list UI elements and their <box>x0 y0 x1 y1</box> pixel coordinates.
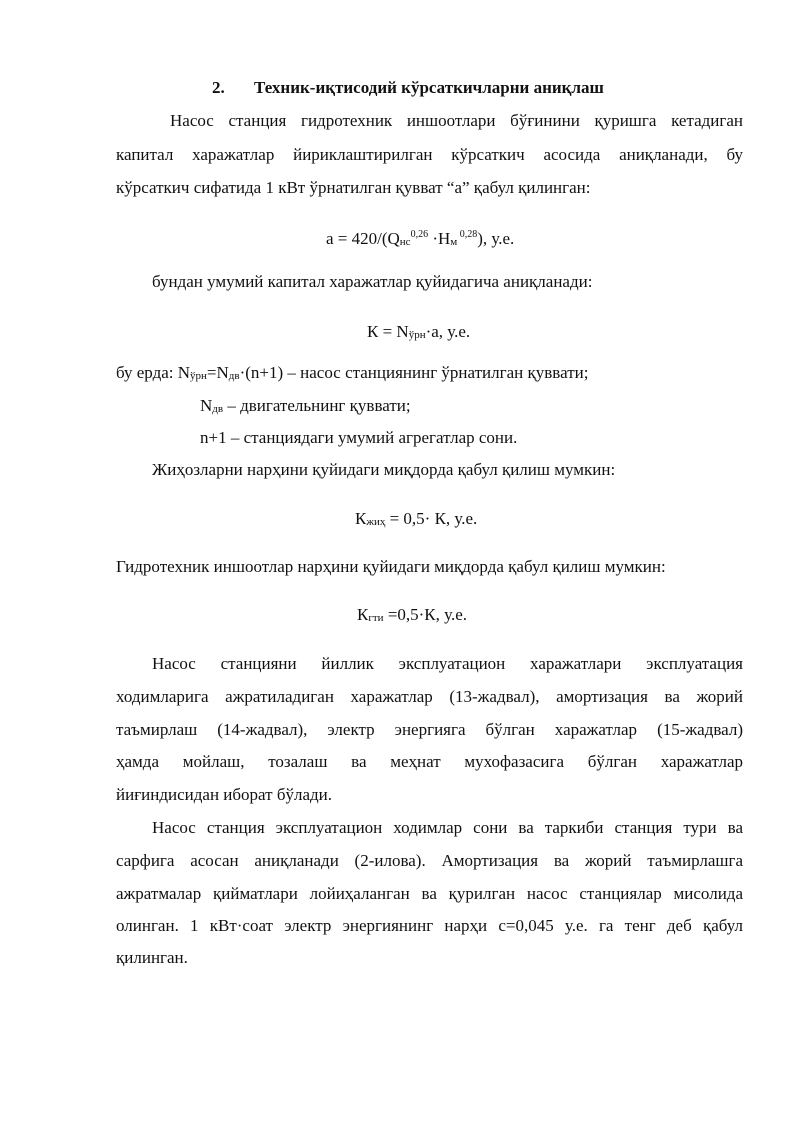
section-heading <box>212 78 604 98</box>
paragraph-line: Жиҳозларни нарҳини қуйидаги миқдорда қабул қилиш мумкин: <box>152 460 616 479</box>
formula-a: $а = 420/(Q_{нс}^{0,26} \cdot Н_м$ $^{0,28}$), у.е. <box>326 229 515 248</box>
paragraph-line: йиғиндисидан иборат бўлади. <box>116 785 333 804</box>
formula-equipment: $К_{жиҳ} = 0,5\cdot К$, у.е. <box>355 509 478 528</box>
paragraph-line: ходимларига ажратиладиган харажатлар (13-жадвал), амортизация ва жорий <box>116 687 743 706</box>
paragraph-line: Насос станция эксплуатацион ходимлар сони ва таркиби станция тури ва <box>152 818 743 837</box>
paragraph-line: қилинган. <box>116 948 188 967</box>
paragraph-line: Гидротехник иншоотлар нарҳини қуйидаги миқдорда қабул қилиш мумкин: <box>116 557 666 576</box>
heading-title: Техник-иқтисодий кўрсаткичларни аниқлаш <box>254 78 604 97</box>
paragraph-line: ажратмалар қийматлари лойиҳаланган ва қурилган насос станциялар мисолида <box>116 884 743 903</box>
where-line-3: n+1 – станциядаги умумий агрегатлар сони. <box>200 428 518 447</box>
paragraph-line: Насос станция гидротехник иншоотлари бўғинини қуришга кетадиган <box>170 111 743 130</box>
where-line-1: бу ерда: $N_{ўрн}=N_{дв}\cdot(n+1)$ – насос станциянинг ўрнатилган қуввати; <box>116 363 589 382</box>
paragraph-line: ҳамда мойлаш, тозалаш ва меҳнат мухофазасига бўлган харажатлар <box>116 752 743 771</box>
paragraph-line: сарфига асосан аниқланади (2-илова). Амортизация ва жорий таъмирлашга <box>116 851 743 870</box>
paragraph-line: Насос станцияни йиллик эксплуатацион харажатлари эксплуатация <box>152 654 743 673</box>
formula-k: $К = N_{ўрн}\cdot а$, у.е. <box>367 322 471 341</box>
paragraph-line: кўрсаткич сифатида 1 кВт ўрнатилган қувват “а” қабул қилинган: <box>116 178 591 197</box>
paragraph-line: бундан умумий капитал харажатлар қуйидагича аниқланади: <box>152 272 593 291</box>
paragraph-line: олинган. 1 кВт·соат электр энергиянинг нарҳи с=0,045 у.е. га тенг деб қабул <box>116 916 743 935</box>
where-line-2: $N_{дв}$ – двигательнинг қуввати; <box>200 396 411 415</box>
paragraph-line: капитал харажатлар йириклаштирилган кўрсаткич асосида аниқланади, бу <box>116 145 743 164</box>
heading-number: 2. <box>212 78 225 97</box>
formula-hydro: $К_{гти} =0,5\cdot К$, у.е. <box>357 605 467 624</box>
paragraph-line: таъмирлаш (14-жадвал), электр энергияга бўлган харажатлар (15-жадвал) <box>116 720 743 739</box>
